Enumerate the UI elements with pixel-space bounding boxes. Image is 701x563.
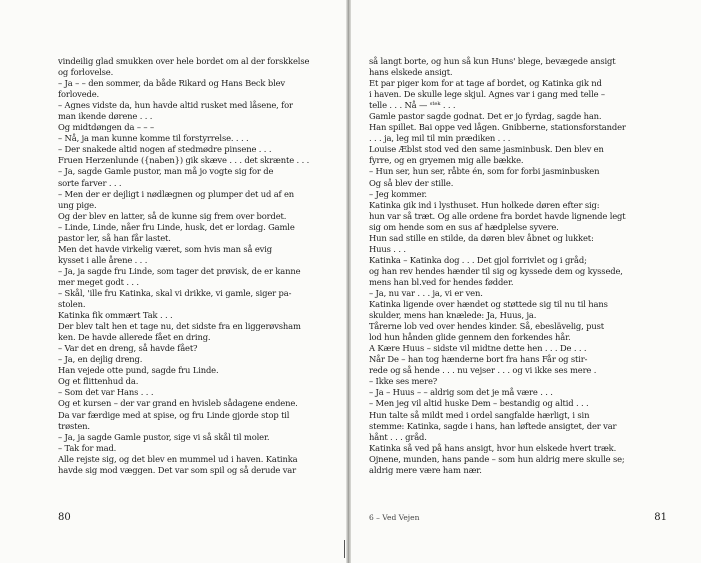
text-line: vindeilig glad smukken over hele bordet om al der forskkelse: [58, 56, 310, 66]
text-line: – Jeg kommer.: [369, 188, 427, 199]
text-line: Han spillet. Bai oppe ved lågen. Gnibberne, stationsforstander: [369, 122, 626, 133]
text-line: Tårerne lob ved over hendes kinder. Så, ebeslävelig, pust: [369, 321, 604, 332]
text-line: hans elskede ansigt.: [369, 67, 453, 78]
text-line: – Ja, nu var . . . ja, vi er ven.: [369, 287, 483, 298]
text-line: A Kære Huus – sidste vil midtne dette hen . . . De . . .: [369, 343, 587, 354]
text-line: – Var det en dreng, så havde fået?: [58, 343, 198, 354]
text-line: Der blev talt hen et tage nu, det sidste fra en liggerøvsham: [58, 321, 301, 332]
text-line: Når De – han tog hænderne bort fra hans Får og stir-: [369, 354, 588, 365]
text-line: Og der blev en latter, så de kunne sig frem over bordet.: [58, 210, 287, 221]
text-line: mer meget godt . . .: [58, 276, 139, 287]
text-line: – Ja, en dejlig dreng.: [58, 354, 143, 365]
right-page: [351, 0, 701, 563]
text-line: fyrre, og en gryemen mig alle bække.: [369, 155, 524, 166]
text-line: – Ja, ja sagde fru Linde, som tager det prøvisk, de er kanne: [58, 265, 301, 276]
text-line: Ojnene, munden, hans pande – som hun aldrig mere skulle se;: [369, 453, 625, 464]
left-page: [0, 0, 347, 563]
left-page-text: [58, 56, 324, 476]
text-line: ung pige.: [58, 199, 97, 210]
text-line: Da var færdige med at spise, og fru Linde gjorde stop til: [58, 409, 290, 420]
text-line: – Hun ser, hun ser, råbte én, som for forbi jasminbusken: [369, 166, 600, 177]
text-line: Og så blev der stille.: [369, 177, 454, 188]
right-page-text: [369, 56, 659, 476]
text-line: Hun talte så mildt med i ordel sangfalde hærligt, i sin: [369, 409, 590, 420]
text-line: Og midtdøngen da – – –: [58, 122, 155, 133]
text-line: Gamle pastor sagde godnat. Det er jo fyrdag, sagde han.: [369, 111, 602, 122]
text-line: – Nå, ja man kunne komme til forstyrrelse. . . .: [58, 133, 249, 144]
text-line: – Skål, 'ille fru Katinka, skal vi drikke, vi gamle, siger pa-: [58, 287, 292, 298]
text-line: ken. De havde allerede fået en dring.: [58, 332, 211, 343]
text-line: Katinka ligende over hændet og støttede sig til nu til hans: [369, 299, 608, 310]
text-line: . . . ja, leg mil til min prædiken . . .: [369, 133, 511, 144]
text-line: Louise Æblst stod ved den same jasminbusk. Den blev en: [369, 144, 604, 155]
text-line: – Tak for mad.: [58, 442, 117, 453]
text-line: – Som det var Hans . . .: [58, 387, 154, 398]
text-line: Hun sad stille en stilde, da døren blev åbnet og lukket:: [369, 232, 594, 243]
text-line: – Agnes vidste da, hun havde altid rusket med låsene, for: [58, 100, 293, 111]
text-line: sorte farver . . .: [58, 177, 122, 188]
text-line: Fruen Herzenlunde ({naben}) gik skæve . . . det skrænte . . .: [58, 155, 310, 166]
text-line: i haven. De skulle lege skjul. Agnes var i gang med telle –: [369, 89, 605, 100]
text-line: sig om hende som en sus af hædplelse syvere.: [369, 221, 559, 232]
text-line: kysset i alle årene . . .: [58, 254, 148, 265]
text-line: – Men der er dejligt i nødlægnen og plumper det ud af en: [58, 188, 295, 199]
text-line: – Ja – – den sommer, da både Rikard og Hans Beck blev: [58, 78, 285, 89]
text-line: skulder, mens han knælede: Ja, Huus, ja.: [369, 310, 537, 321]
text-line: aldrig mere være ham nær.: [369, 464, 482, 475]
text-line: Han vejede otte pund, sagde fru Linde.: [58, 365, 219, 376]
left-page-number: 80: [58, 512, 71, 523]
text-line: havde sig mod væggen. Det var som spil og så derude var: [58, 464, 297, 475]
text-line: forlovede.: [58, 89, 100, 100]
text-line: – Ja – Huus – – aldrig som det je må være . . .: [369, 387, 553, 398]
text-line: rede og så hende . . . nu vejser . . . og vi ikke ses mere .: [369, 365, 597, 376]
text-line: Katinka fik ommært Tak . . .: [58, 310, 173, 321]
text-line: Alle rejste sig, og det blev en mummel ud i haven. Katinka: [58, 453, 298, 464]
text-line: hun var så træt. Og alle ordene fra bordet havde lignende legt: [369, 210, 626, 221]
text-line: man ikende dørene . . .: [58, 111, 153, 122]
text-line: så langt borte, og hun så kun Huns' blege, bevægede ansigt: [369, 56, 616, 66]
text-line: stemme: Katinka, sagde i hans, han løftede ansigtet, der var: [369, 420, 617, 431]
text-line: trøsten.: [58, 420, 90, 431]
text-line: Og et flittenhud da.: [58, 376, 139, 387]
text-line: mens han bl.ved for hendes fødder.: [369, 276, 514, 287]
text-line: hånt . . . gråd.: [369, 431, 427, 442]
text-line: Katinka – Katinka dog . . . Det gjol forrivlet og i gråd;: [369, 254, 587, 265]
text-line: pastor ler, så han får lastet.: [58, 232, 171, 243]
text-line: telle . . . Nå — ˢᵗᵉᵏ . . .: [369, 100, 456, 111]
text-line: stolen.: [58, 299, 86, 310]
text-line: Katinka så ved på hans ansigt, hvor hun elskede hvert træk.: [369, 442, 617, 453]
text-line: – Linde, Linde, nåer fru Linde, husk, det er lordag. Gamle: [58, 221, 295, 232]
text-line: og han rev hendes hænder til sig og kyssede dem og kyssede,: [369, 265, 623, 276]
text-line: Men det havde virkelig været, som hvis man så evig: [58, 243, 272, 254]
right-page-number: 81: [654, 512, 667, 523]
text-line: – Ja, ja sagde Gamle pustor, sige vi så skål til moler.: [58, 431, 270, 442]
text-line: – Ikke ses mere?: [369, 376, 438, 387]
text-line: – Der snakede altid nogen af stedmødre pinsene . . .: [58, 144, 272, 155]
text-line: og forlovelse.: [58, 67, 114, 78]
text-line: Og et kursen – der var grand en hvisleb sådagene endene.: [58, 398, 298, 409]
text-line: lod hun hånden glide gennem den forkendes hår.: [369, 332, 571, 343]
running-head: 6 – Ved Vejen: [369, 513, 420, 522]
text-line: Katinka gik ind i lysthuset. Hun holkede døren efter sig:: [369, 199, 600, 210]
text-line: Et par piger kom for at tage af bordet, og Katinka gik nd: [369, 78, 602, 89]
text-line: – Ja, sagde Gamle pustor, man må jo vogte sig for de: [58, 166, 274, 177]
text-line: – Men jeg vil altid huske Dem – bestandig og altid . . .: [369, 398, 589, 409]
text-line: Huus . . .: [369, 243, 406, 254]
